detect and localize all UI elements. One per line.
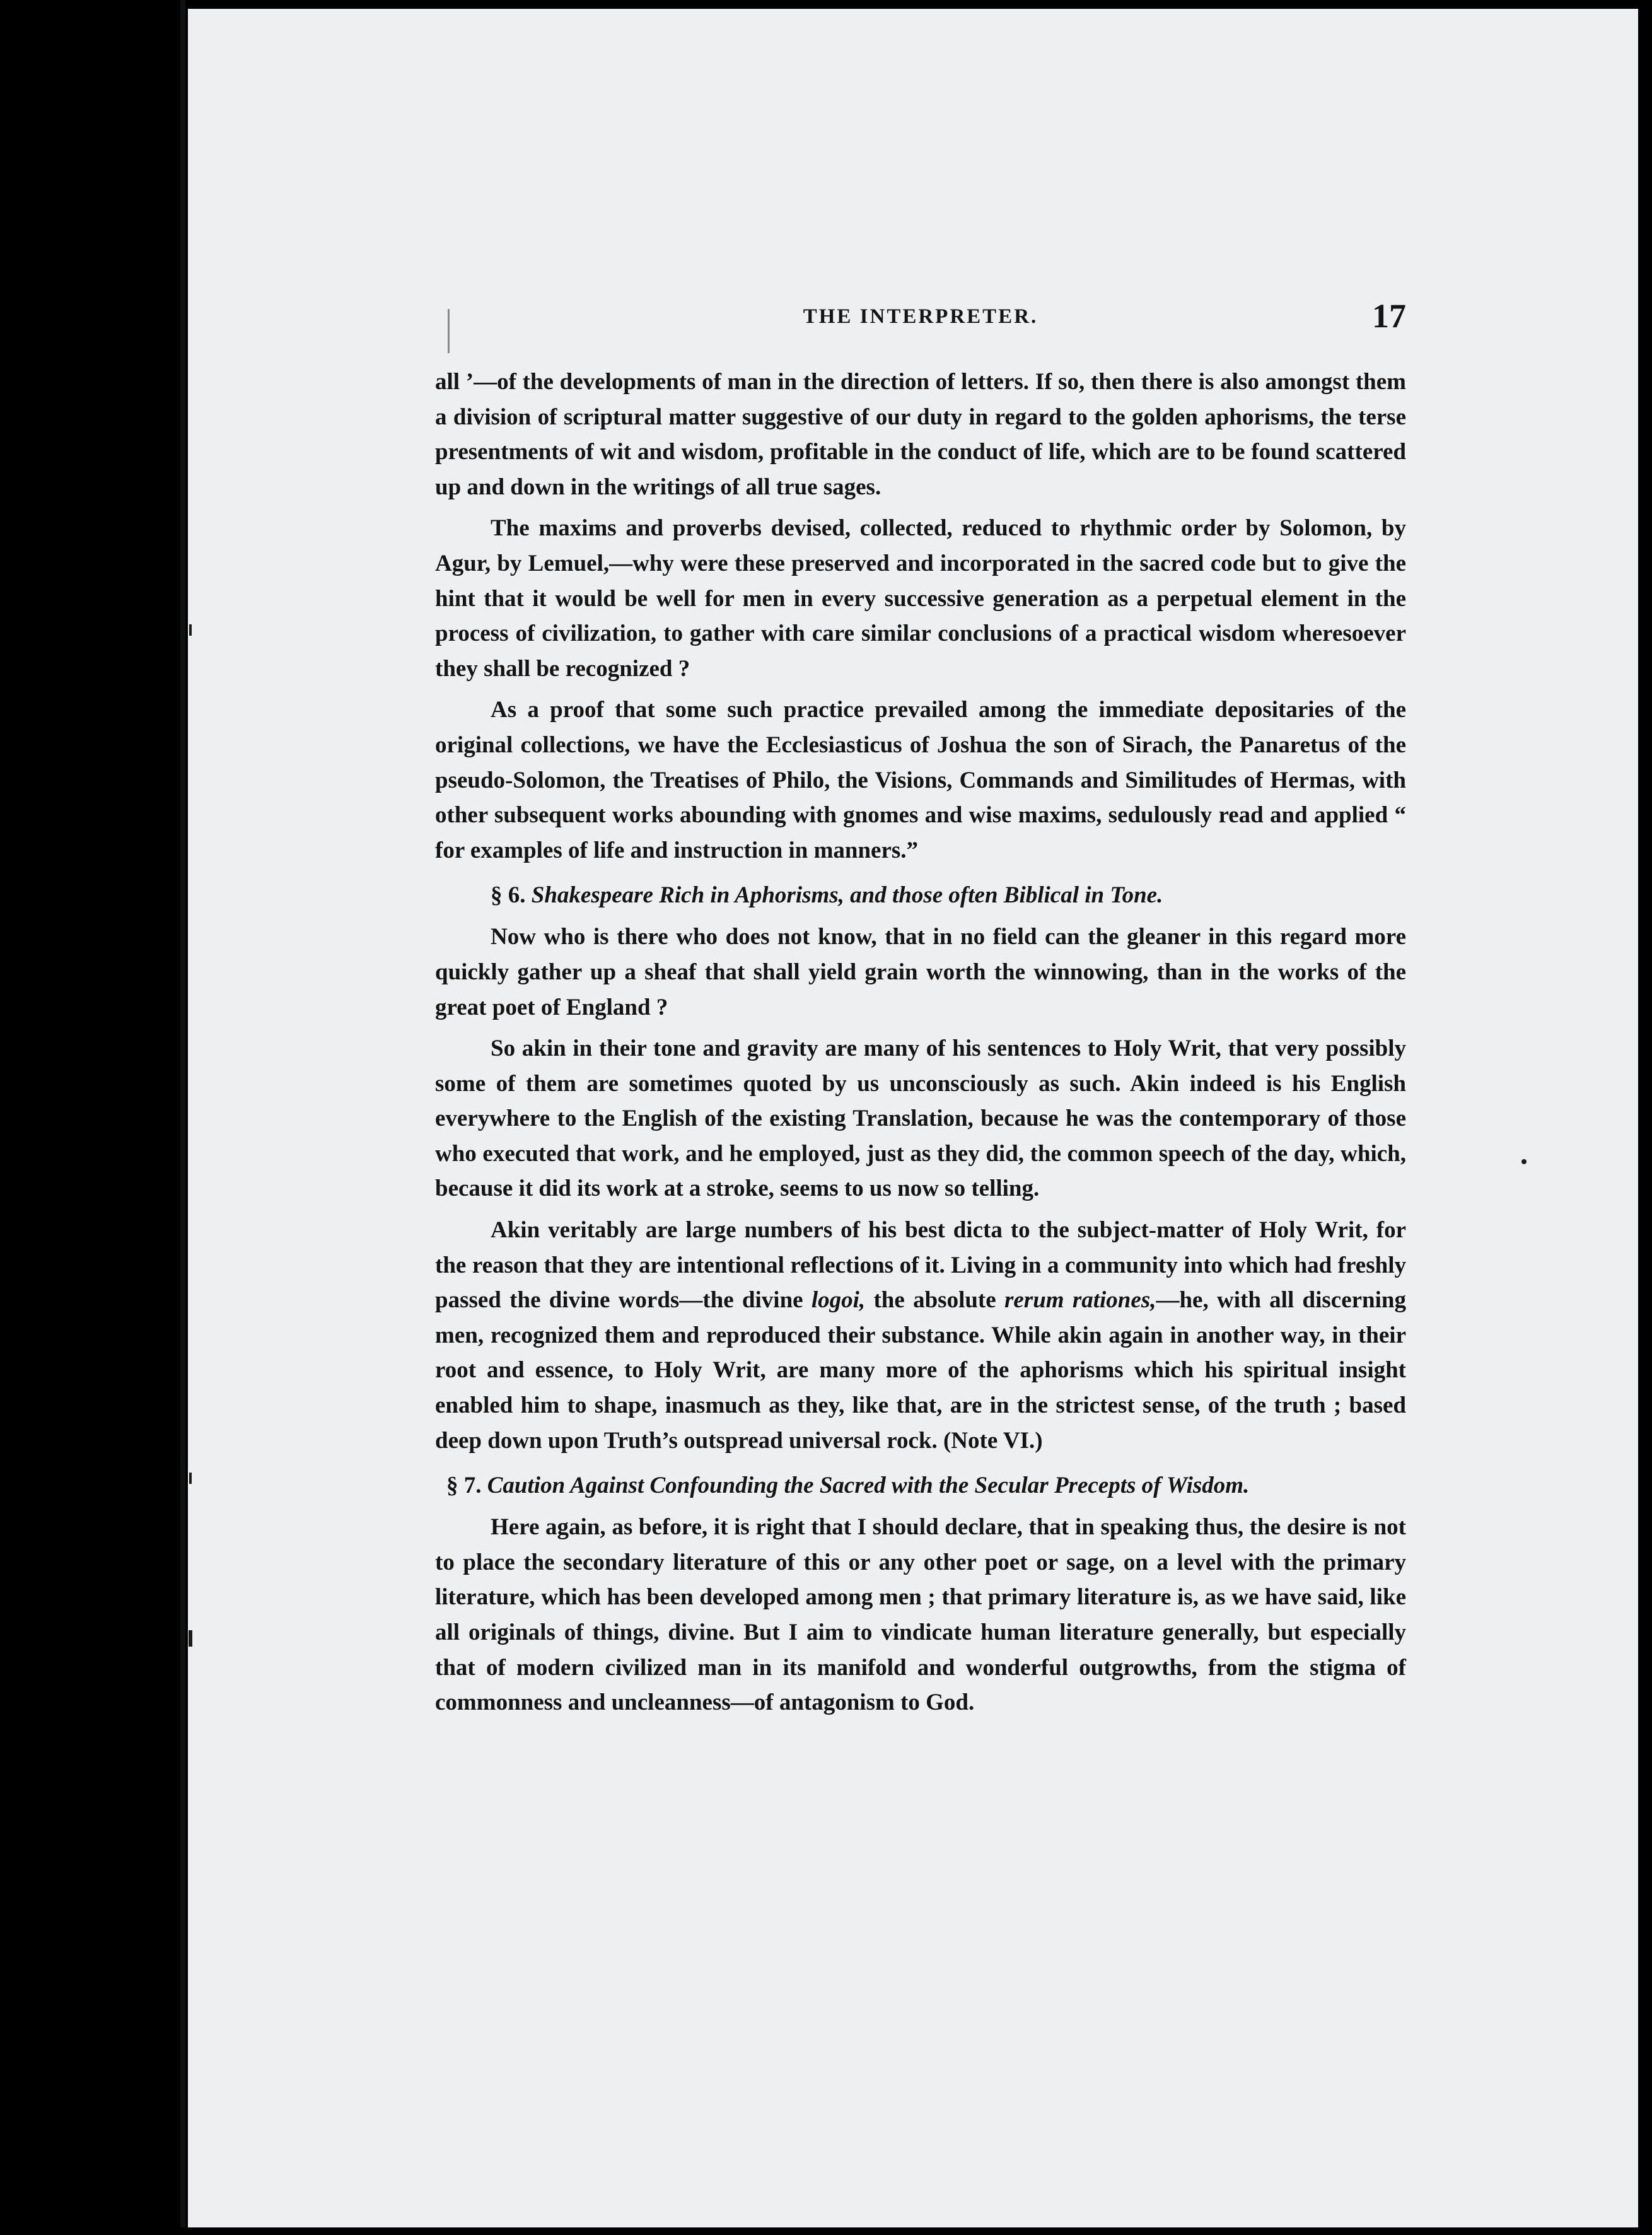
paragraph: all ’—of the developments of man in the direction of letters. If so, then there is also amongst them a division of scriptural matter suggestive of our duty in regard to the golden aphorisms, the terse presentments of wit and wisdom, profitable in the conduct of life, which are to be found scattered up and down in the writings of all true sages. bbox=[435, 369, 1406, 500]
running-head bbox=[435, 296, 1406, 341]
body-text bbox=[435, 365, 1406, 1727]
paragraph: So akin in their tone and gravity are many of his sentences to Holy Writ, that very possibly some of them are sometimes quoted by us unconsciously as such. Akin indeed is his English everywhere to the English of the existing Translation, because he was the contemporary of those who executed that work, and he employed, just as they did, the common speech of the day, which, because it did its work at a stroke, seems to us now so telling. bbox=[435, 1036, 1406, 1202]
section-heading bbox=[435, 878, 1406, 913]
section-number: § 6. bbox=[491, 882, 526, 909]
margin-mark bbox=[189, 624, 192, 636]
binding-line bbox=[180, 0, 185, 2235]
paragraph-text: Akin veritably are large numbers of his best dicta to the subject-matter of Holy Writ, for the reason that they are intentional reflections of it. Living in a community into which had freshly passed the divine words—the divine bbox=[435, 1217, 1406, 1314]
paragraph: Here again, as before, it is right that I should declare, that in speaking thus, the desire is not to place the secondary literature of this or any other poet or sage, on a level with the primary literature, which has been developed among men ; that primary literature is, as we have said, like all originals of things, divine. But I aim to vindicate human literature generally, but especially that of modern civilized man in its manifold and wonderful outgrowths, from the stigma of commonness and uncleanness—of antagonism to God. bbox=[435, 1514, 1406, 1716]
margin-mark bbox=[189, 1473, 192, 1484]
margin-mark bbox=[189, 1630, 192, 1647]
italic-term: logoi, bbox=[811, 1287, 866, 1314]
paragraph bbox=[435, 1213, 1406, 1458]
section-title: Caution Against Confounding the Sacred with the Secular Precepts of Wisdom. bbox=[487, 1473, 1250, 1499]
scan-right-edge bbox=[1638, 0, 1652, 2235]
margin-mark bbox=[1521, 1159, 1527, 1164]
paragraph: The maxims and proverbs devised, collected, reduced to rhythmic order by Solomon, by Agur, by Lemuel,—why were these preserved and incorporated in the sacred code but to give the hint that it would be well for men in every successive generation as a perpetual element in the process of civilization, to gather with care similar conclusions of a practical wisdom wheresoever they shall be recognized ? bbox=[435, 515, 1406, 682]
scan-bottom-edge bbox=[0, 2227, 1652, 2235]
section-heading bbox=[435, 1468, 1406, 1503]
italic-term: rerum rationes, bbox=[1004, 1287, 1156, 1314]
scan-left-margin bbox=[0, 0, 183, 2235]
scan-top-edge bbox=[0, 0, 1652, 9]
paragraph: Now who is there who does not know, that in no field can the gleaner in this regard more quickly gather up a sheaf that shall yield grain worth the winnowing, than in the works of the great poet of England ? bbox=[435, 924, 1406, 1020]
paragraph: As a proof that some such practice prevailed among the immediate depositaries of the original collections, we have the Ecclesiasticus of Joshua the son of Sirach, the Panaretus of the pseudo-Solomon, the Treatises of Philo, the Visions, Commands and Similitudes of Hermas, with other subsequent works abounding with gnomes and wise maxims, sedulously read and applied “ for examples of life and instruction in manners.” bbox=[435, 697, 1406, 863]
running-title: THE INTERPRETER. bbox=[803, 305, 1038, 328]
section-number: § 7. bbox=[446, 1473, 482, 1499]
paragraph-text: the absolute bbox=[865, 1287, 1004, 1314]
paragraph-text: —he, with all discerning men, recognized them and reproduced their substance. While akin again in another way, in their root and essence, to Holy Writ, are many more of the aphorisms which his spiritual insight enabled him to shape, inasmuch as they, like that, are in the strictest sense, of the truth ; based deep down upon Truth’s outspread universal rock. (Note VI.) bbox=[435, 1287, 1406, 1454]
page-number: 17 bbox=[1372, 297, 1406, 335]
section-title: Shakespeare Rich in Aphorisms, and those often Biblical in Tone. bbox=[531, 882, 1163, 909]
